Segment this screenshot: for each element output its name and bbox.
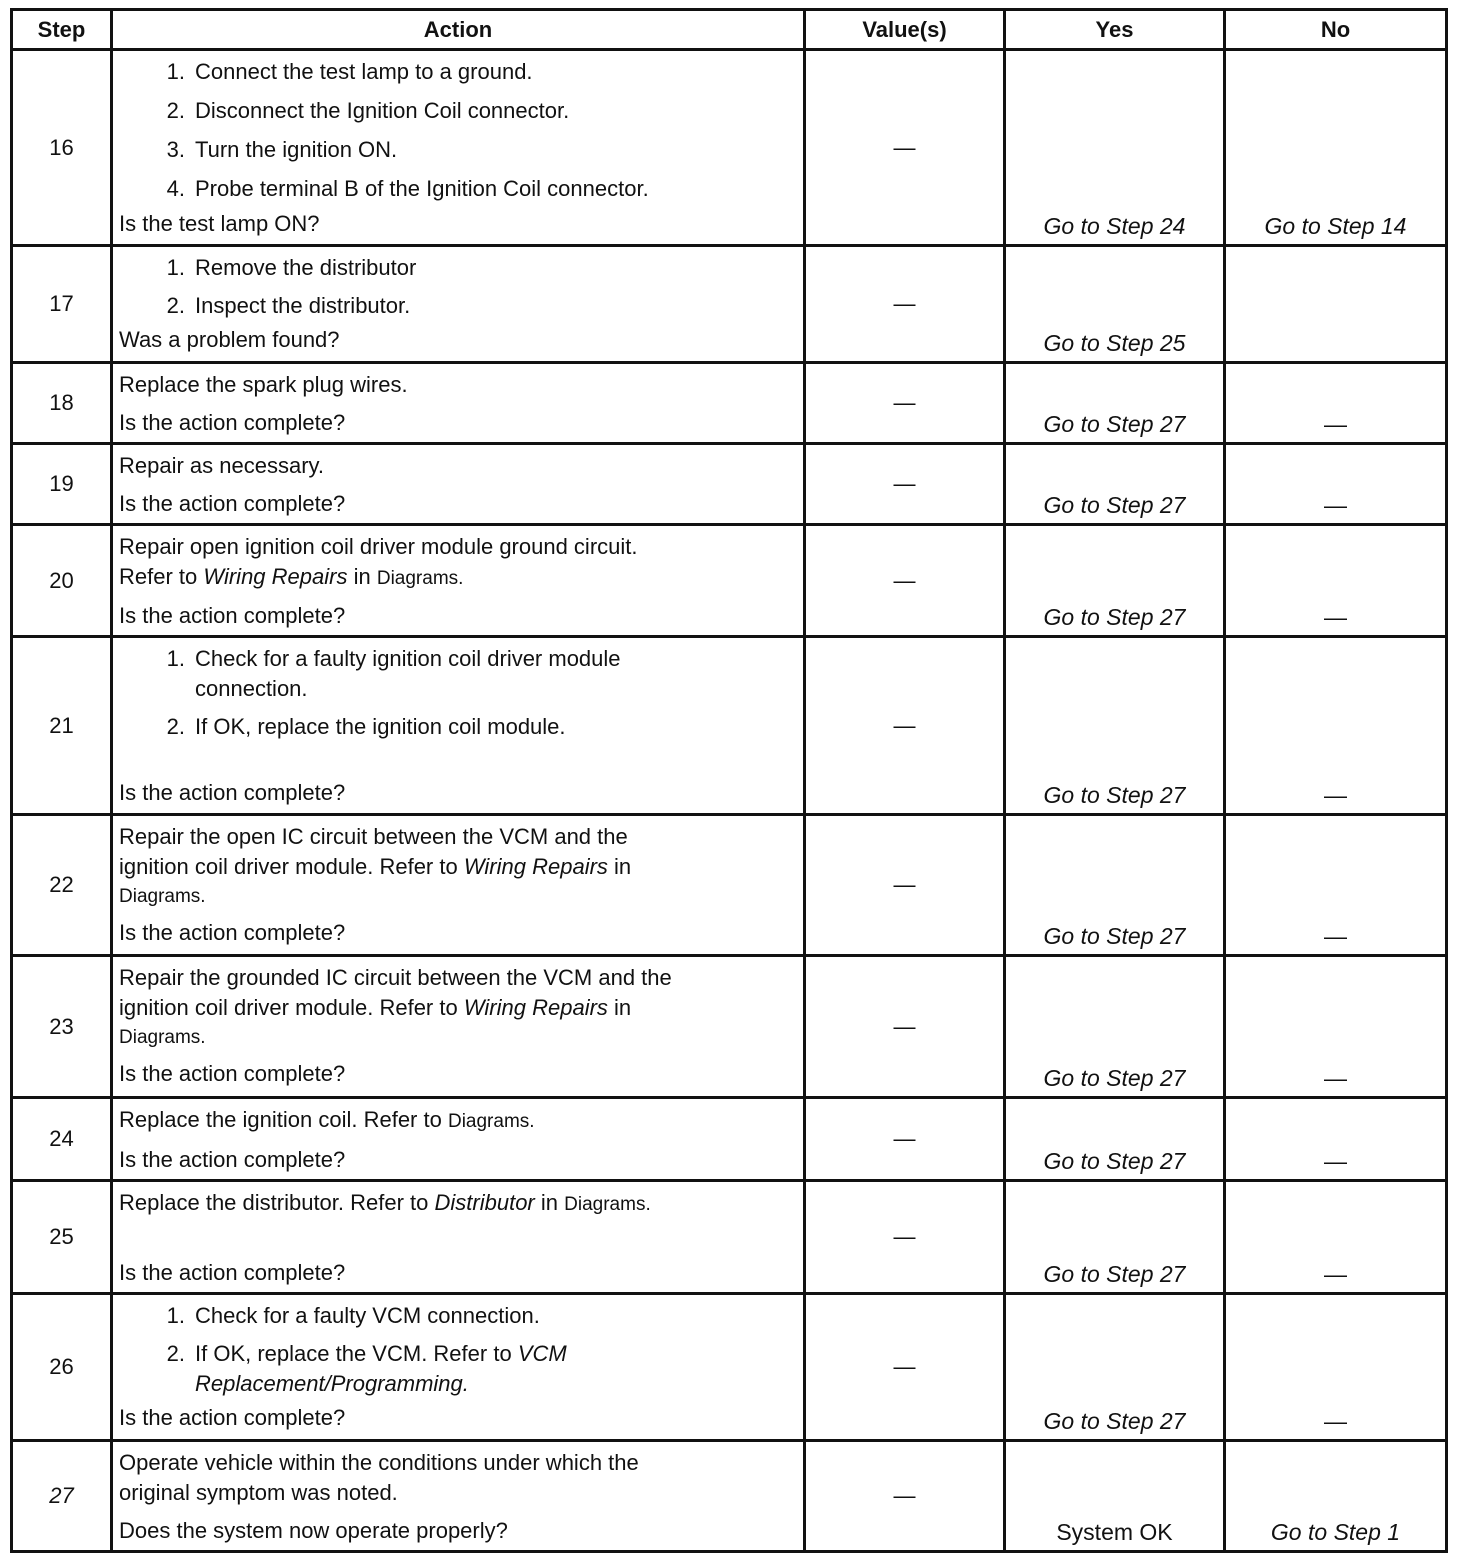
- yes-cell: Go to Step 27: [1005, 363, 1225, 444]
- list-item: 1. Remove the distributor: [166, 255, 417, 280]
- action-cell: [112, 50, 805, 246]
- header-yes: Yes: [1005, 10, 1225, 50]
- step-number: 17: [12, 246, 112, 363]
- list-item: 2. If OK, replace the ignition coil module.: [166, 714, 566, 739]
- table-row: [12, 1181, 1447, 1294]
- value-cell: —: [805, 815, 1005, 956]
- question: Is the action complete?: [119, 491, 346, 516]
- question: Is the action complete?: [119, 603, 346, 628]
- diagnostic-table: [10, 8, 1448, 1553]
- yes-cell: Go to Step 25: [1005, 246, 1225, 363]
- no-cell: —: [1225, 444, 1447, 525]
- list-item: 2. Inspect the distributor.: [166, 293, 411, 318]
- header-values: Value(s): [805, 10, 1005, 50]
- step-number: 18: [12, 363, 112, 444]
- yes-cell: System OK: [1005, 1441, 1225, 1552]
- yes-cell: Go to Step 27: [1005, 444, 1225, 525]
- step-number: 22: [12, 815, 112, 956]
- table-row: [12, 956, 1447, 1098]
- table-row: [12, 246, 1447, 363]
- list-item: 3. Turn the ignition ON.: [166, 137, 398, 162]
- yes-cell: Go to Step 27: [1005, 525, 1225, 637]
- question: Is the action complete?: [119, 1405, 346, 1430]
- yes-cell: Go to Step 24: [1005, 50, 1225, 246]
- no-cell: —: [1225, 956, 1447, 1098]
- question: Is the action complete?: [119, 1147, 346, 1172]
- table-row: [12, 815, 1447, 956]
- no-cell: —: [1225, 1181, 1447, 1294]
- list-item: 4. Probe terminal B of the Ignition Coil connector.: [166, 176, 649, 201]
- no-cell: —: [1225, 363, 1447, 444]
- action-cell: Replace the spark plug wires. Is the action complete?: [112, 363, 805, 444]
- list-item: 1. Connect the test lamp to a ground.: [166, 59, 533, 84]
- step-number: 20: [12, 525, 112, 637]
- yes-cell: Go to Step 27: [1005, 1181, 1225, 1294]
- action-cell: 1. Check for a faulty VCM connection. 2. If OK, replace the VCM. Refer to VCM Replacement/Programming. Is the action complete?: [112, 1294, 805, 1441]
- no-cell: —: [1225, 1098, 1447, 1181]
- action-cell: Replace the distributor. Refer to Distributor in Diagrams. Is the action complete?: [112, 1181, 805, 1294]
- no-cell: —: [1225, 815, 1447, 956]
- table-row: [12, 50, 1447, 246]
- header-action: Action: [112, 10, 805, 50]
- step-number: 24: [12, 1098, 112, 1181]
- no-cell: Go to Step 1: [1225, 1441, 1447, 1552]
- table-row: [12, 363, 1447, 444]
- list-item: 1. Check for a faulty VCM connection.: [166, 1303, 540, 1328]
- no-cell: —: [1225, 1294, 1447, 1441]
- header-step: Step: [12, 10, 112, 50]
- diagnostic-table-page: [10, 8, 1455, 1553]
- yes-cell: Go to Step 27: [1005, 956, 1225, 1098]
- list-item: 1. Check for a faulty ignition coil driver module: [166, 646, 621, 671]
- header-no: No: [1225, 10, 1447, 50]
- yes-cell: Go to Step 27: [1005, 815, 1225, 956]
- table-row: [12, 1098, 1447, 1181]
- yes-cell: Go to Step 27: [1005, 637, 1225, 815]
- value-cell: —: [805, 637, 1005, 815]
- table-row: [12, 525, 1447, 637]
- header-row: [12, 10, 1447, 50]
- question: Is the action complete?: [119, 780, 346, 805]
- no-cell: Go to Step 14: [1225, 50, 1447, 246]
- value-cell: —: [805, 444, 1005, 525]
- yes-cell: Go to Step 27: [1005, 1294, 1225, 1441]
- value-cell: —: [805, 363, 1005, 444]
- step-number: 27: [12, 1441, 112, 1552]
- action-cell: Repair the grounded IC circuit between the VCM and the ignition coil driver module. Refer to Wiring Repairs in Diagrams. Is the action complete?: [112, 956, 805, 1098]
- question: Is the action complete?: [119, 410, 346, 435]
- action-cell: Repair the open IC circuit between the VCM and the ignition coil driver module. Refer to Wiring Repairs in Diagrams. Is the action complete?: [112, 815, 805, 956]
- step-number: 26: [12, 1294, 112, 1441]
- action-cell: 1. Check for a faulty ignition coil driver module connection. 2. If OK, replace the ignition coil module. Is the action complete?: [112, 637, 805, 815]
- step-number: 19: [12, 444, 112, 525]
- question: Is the test lamp ON?: [119, 211, 320, 236]
- question: Does the system now operate properly?: [119, 1518, 508, 1543]
- value-cell: —: [805, 1098, 1005, 1181]
- value-cell: —: [805, 525, 1005, 637]
- question: Is the action complete?: [119, 920, 346, 945]
- value-cell: —: [805, 246, 1005, 363]
- question: Is the action complete?: [119, 1260, 346, 1285]
- list-item: 2. If OK, replace the VCM. Refer to VCM: [166, 1341, 567, 1366]
- table-row: [12, 1441, 1447, 1552]
- action-cell: [112, 246, 805, 363]
- list-item: 2. Disconnect the Ignition Coil connector.: [166, 98, 570, 123]
- question: Is the action complete?: [119, 1061, 346, 1086]
- step-number: 16: [12, 50, 112, 246]
- value-cell: —: [805, 1294, 1005, 1441]
- no-cell: [1225, 246, 1447, 363]
- yes-cell: Go to Step 27: [1005, 1098, 1225, 1181]
- no-cell: —: [1225, 637, 1447, 815]
- action-cell: Replace the ignition coil. Refer to Diagrams. Is the action complete?: [112, 1098, 805, 1181]
- table-row: [12, 1294, 1447, 1441]
- value-cell: —: [805, 50, 1005, 246]
- question: Was a problem found?: [119, 327, 340, 352]
- value-cell: —: [805, 1181, 1005, 1294]
- value-cell: —: [805, 1441, 1005, 1552]
- table-row: [12, 444, 1447, 525]
- action-cell: Repair as necessary. Is the action complete?: [112, 444, 805, 525]
- table-row: [12, 637, 1447, 815]
- step-number: 25: [12, 1181, 112, 1294]
- action-cell: Repair open ignition coil driver module ground circuit. Refer to Wiring Repairs in Diagrams. Is the action complete?: [112, 525, 805, 637]
- no-cell: —: [1225, 525, 1447, 637]
- step-number: 23: [12, 956, 112, 1098]
- action-cell: Operate vehicle within the conditions under which the original symptom was noted. Does the system now operate properly?: [112, 1441, 805, 1552]
- value-cell: —: [805, 956, 1005, 1098]
- step-number: 21: [12, 637, 112, 815]
